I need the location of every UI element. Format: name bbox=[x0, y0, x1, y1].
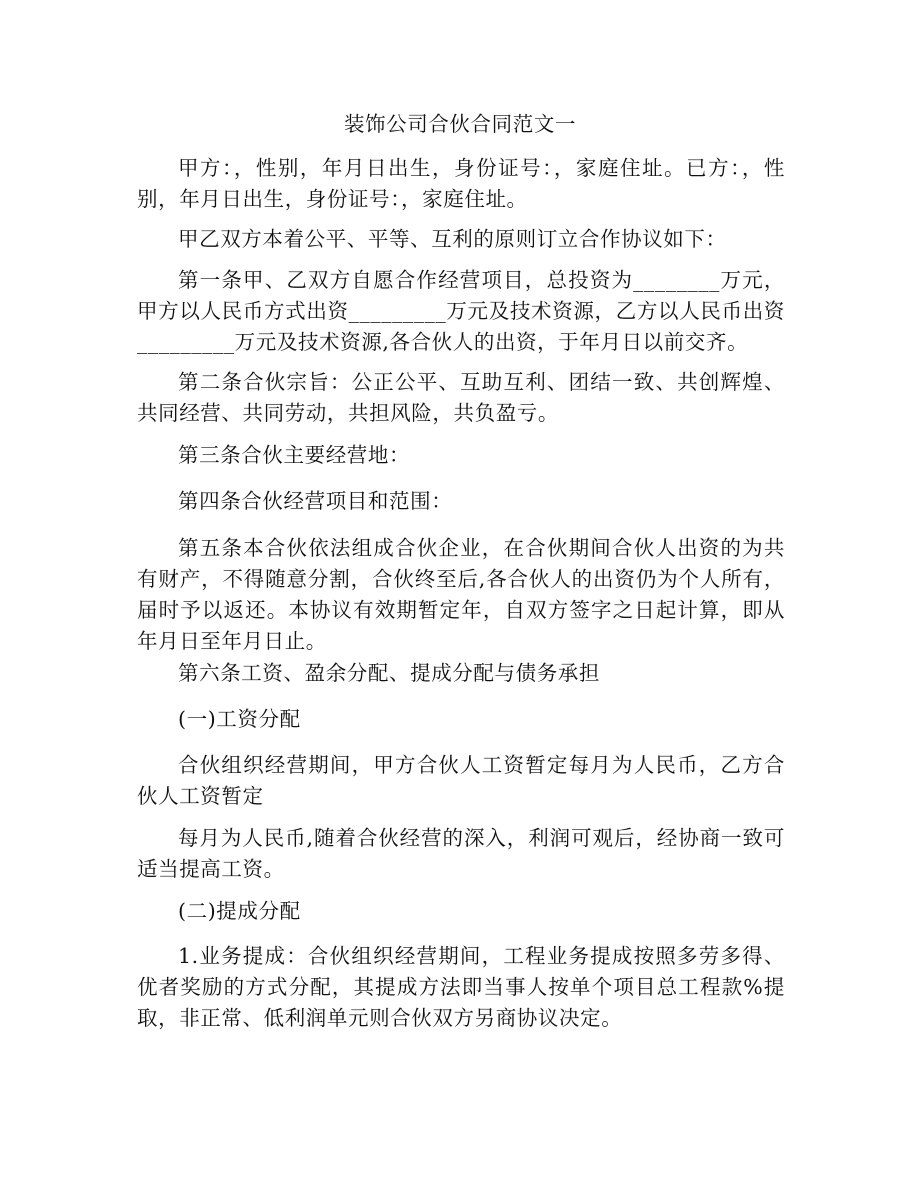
document-title: 装饰公司合伙合同范文一 bbox=[343, 112, 577, 136]
article-1-paragraph: 第一条甲、乙双方自愿合作经营项目，总投资为________万元，甲方以人民币方式出资_________万元及技术资源，乙方以人民币出资_________万元及技术资源,各合伙人的出资，于年月日以前交齐。 bbox=[137, 268, 785, 354]
party-info-paragraph: 甲方：，性别，年月日出生，身份证号：，家庭住址。已方：，性别，年月日出生，身份证号：，家庭住址。 bbox=[137, 156, 785, 211]
article-6-heading: 第六条工资、盈余分配、提成分配与债务承担 bbox=[178, 661, 600, 685]
wage-continued-paragraph: 每月为人民币,随着合伙经营的深入，利润可观后，经协商一致可适当提高工资。 bbox=[137, 826, 785, 881]
section-commission-heading: (二)提成分配 bbox=[178, 899, 301, 923]
wage-paragraph: 合伙组织经营期间，甲方合伙人工资暂定每月为人民币，乙方合伙人工资暂定 bbox=[137, 753, 785, 808]
commission-paragraph: 1.业务提成：合伙组织经营期间，工程业务提成按照多劳多得、优者奖励的方式分配，其提成方法即当事人按单个项目总工程款%提取，非正常、低利润单元则合伙双方另商协议决定。 bbox=[137, 944, 785, 1030]
article-3-paragraph: 第三条合伙主要经营地： bbox=[178, 443, 411, 467]
article-4-paragraph: 第四条合伙经营项目和范围： bbox=[178, 489, 453, 513]
section-wage-heading: (一)工资分配 bbox=[178, 707, 301, 731]
article-2-paragraph: 第二条合伙宗旨：公正公平、互助互利、团结一致、共创辉煌、共同经营、共同劳动，共担风险，共负盈亏。 bbox=[137, 370, 785, 425]
article-5-paragraph: 第五条本合伙依法组成合伙企业，在合伙期间合伙人出资的为共有财产，不得随意分割，合伙终至后,各合伙人的出资仍为个人所有，届时予以返还。本协议有效期暂定年，自双方签字之日起计算，即从年月日至年月日止。 bbox=[137, 536, 785, 653]
agreement-intro-paragraph: 甲乙双方本着公平、平等、互利的原则订立合作协议如下： bbox=[178, 227, 727, 251]
